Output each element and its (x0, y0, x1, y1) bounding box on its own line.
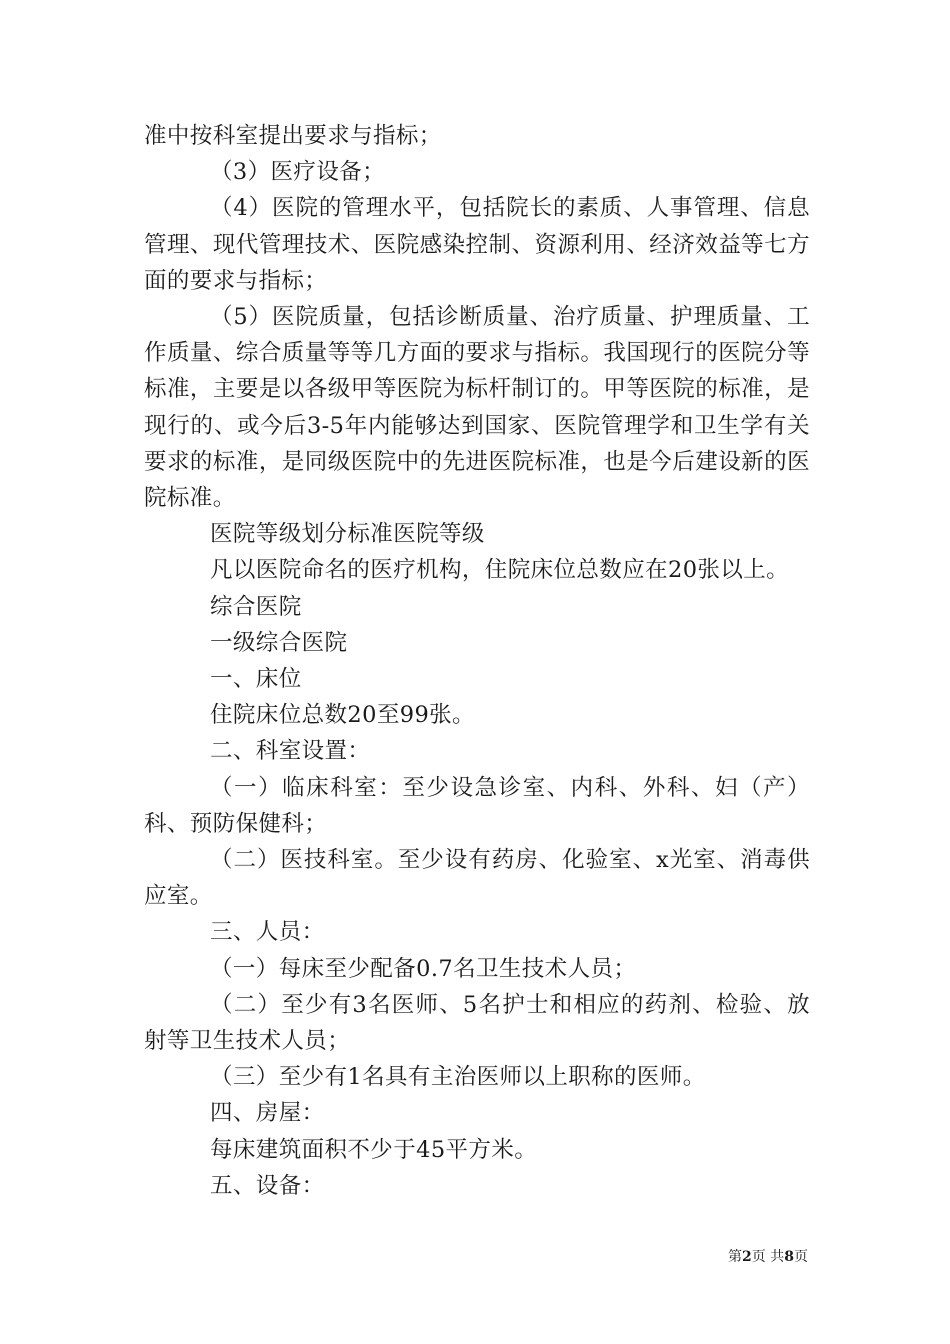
paragraph-15: （一）每床至少配备0.7名卫生技术人员； (210, 955, 637, 982)
footer-prefix: 第 (728, 1249, 743, 1265)
paragraph-8: 一级综合医院 (210, 629, 348, 656)
paragraph-12: （一）临床科室：至少设急诊室、内科、外科、妇（产）科、预防保健科； (144, 774, 810, 837)
paragraph-1: 准中按科室提出要求与指标； (144, 123, 442, 149)
paragraph-20: 五、设备： (210, 1172, 325, 1199)
paragraph-17: （三）至少有1名具有主治医师以上职称的医师。 (210, 1064, 706, 1091)
paragraph-9: 一、床位 (210, 666, 302, 693)
footer-total-pages: 8 (784, 1249, 794, 1265)
document-body (144, 118, 810, 1204)
footer-current-page: 2 (742, 1249, 752, 1265)
paragraph-19: 每床建筑面积不少于45平方米。 (210, 1136, 538, 1163)
paragraph-3: （4）医院的管理水平，包括院长的素质、人事管理、信息管理、现代管理技术、医院感染控制、资源利用、经济效益等七方面的要求与指标； (144, 195, 810, 294)
paragraph-11: 二、科室设置： (210, 738, 371, 765)
paragraph-13: （二）医技科室。至少设有药房、化验室、x光室、消毒供应室。 (144, 847, 810, 910)
footer-middle: 页 共 (751, 1249, 785, 1265)
paragraph-18: 四、房屋： (210, 1100, 325, 1127)
paragraph-7: 综合医院 (210, 593, 302, 620)
paragraph-2: （3）医疗设备； (210, 159, 386, 186)
paragraph-6: 凡以医院命名的医疗机构，住院床位总数应在20张以上。 (210, 557, 790, 584)
page-number-footer (728, 1248, 808, 1266)
paragraph-14: 三、人员： (210, 919, 325, 946)
paragraph-4: （5）医院质量，包括诊断质量、治疗质量、护理质量、工作质量、综合质量等等几方面的要求与指标。我国现行的医院分等标准，主要是以各级甲等医院为标杆制订的。甲等医院的标准，是现行的、或今后3-5年内能够达到国家、医院管理学和卫生学有关要求的标准，是同级医院中的先进医院标准，也是今后建设新的医院标准。 (144, 304, 810, 512)
paragraph-10: 住院床位总数20至99张。 (210, 702, 475, 729)
paragraph-5: 医院等级划分标准医院等级 (210, 521, 485, 548)
paragraph-16: （二）至少有3名医师、5名护士和相应的药剂、检验、放射等卫生技术人员； (144, 991, 810, 1055)
footer-suffix: 页 (794, 1249, 808, 1265)
